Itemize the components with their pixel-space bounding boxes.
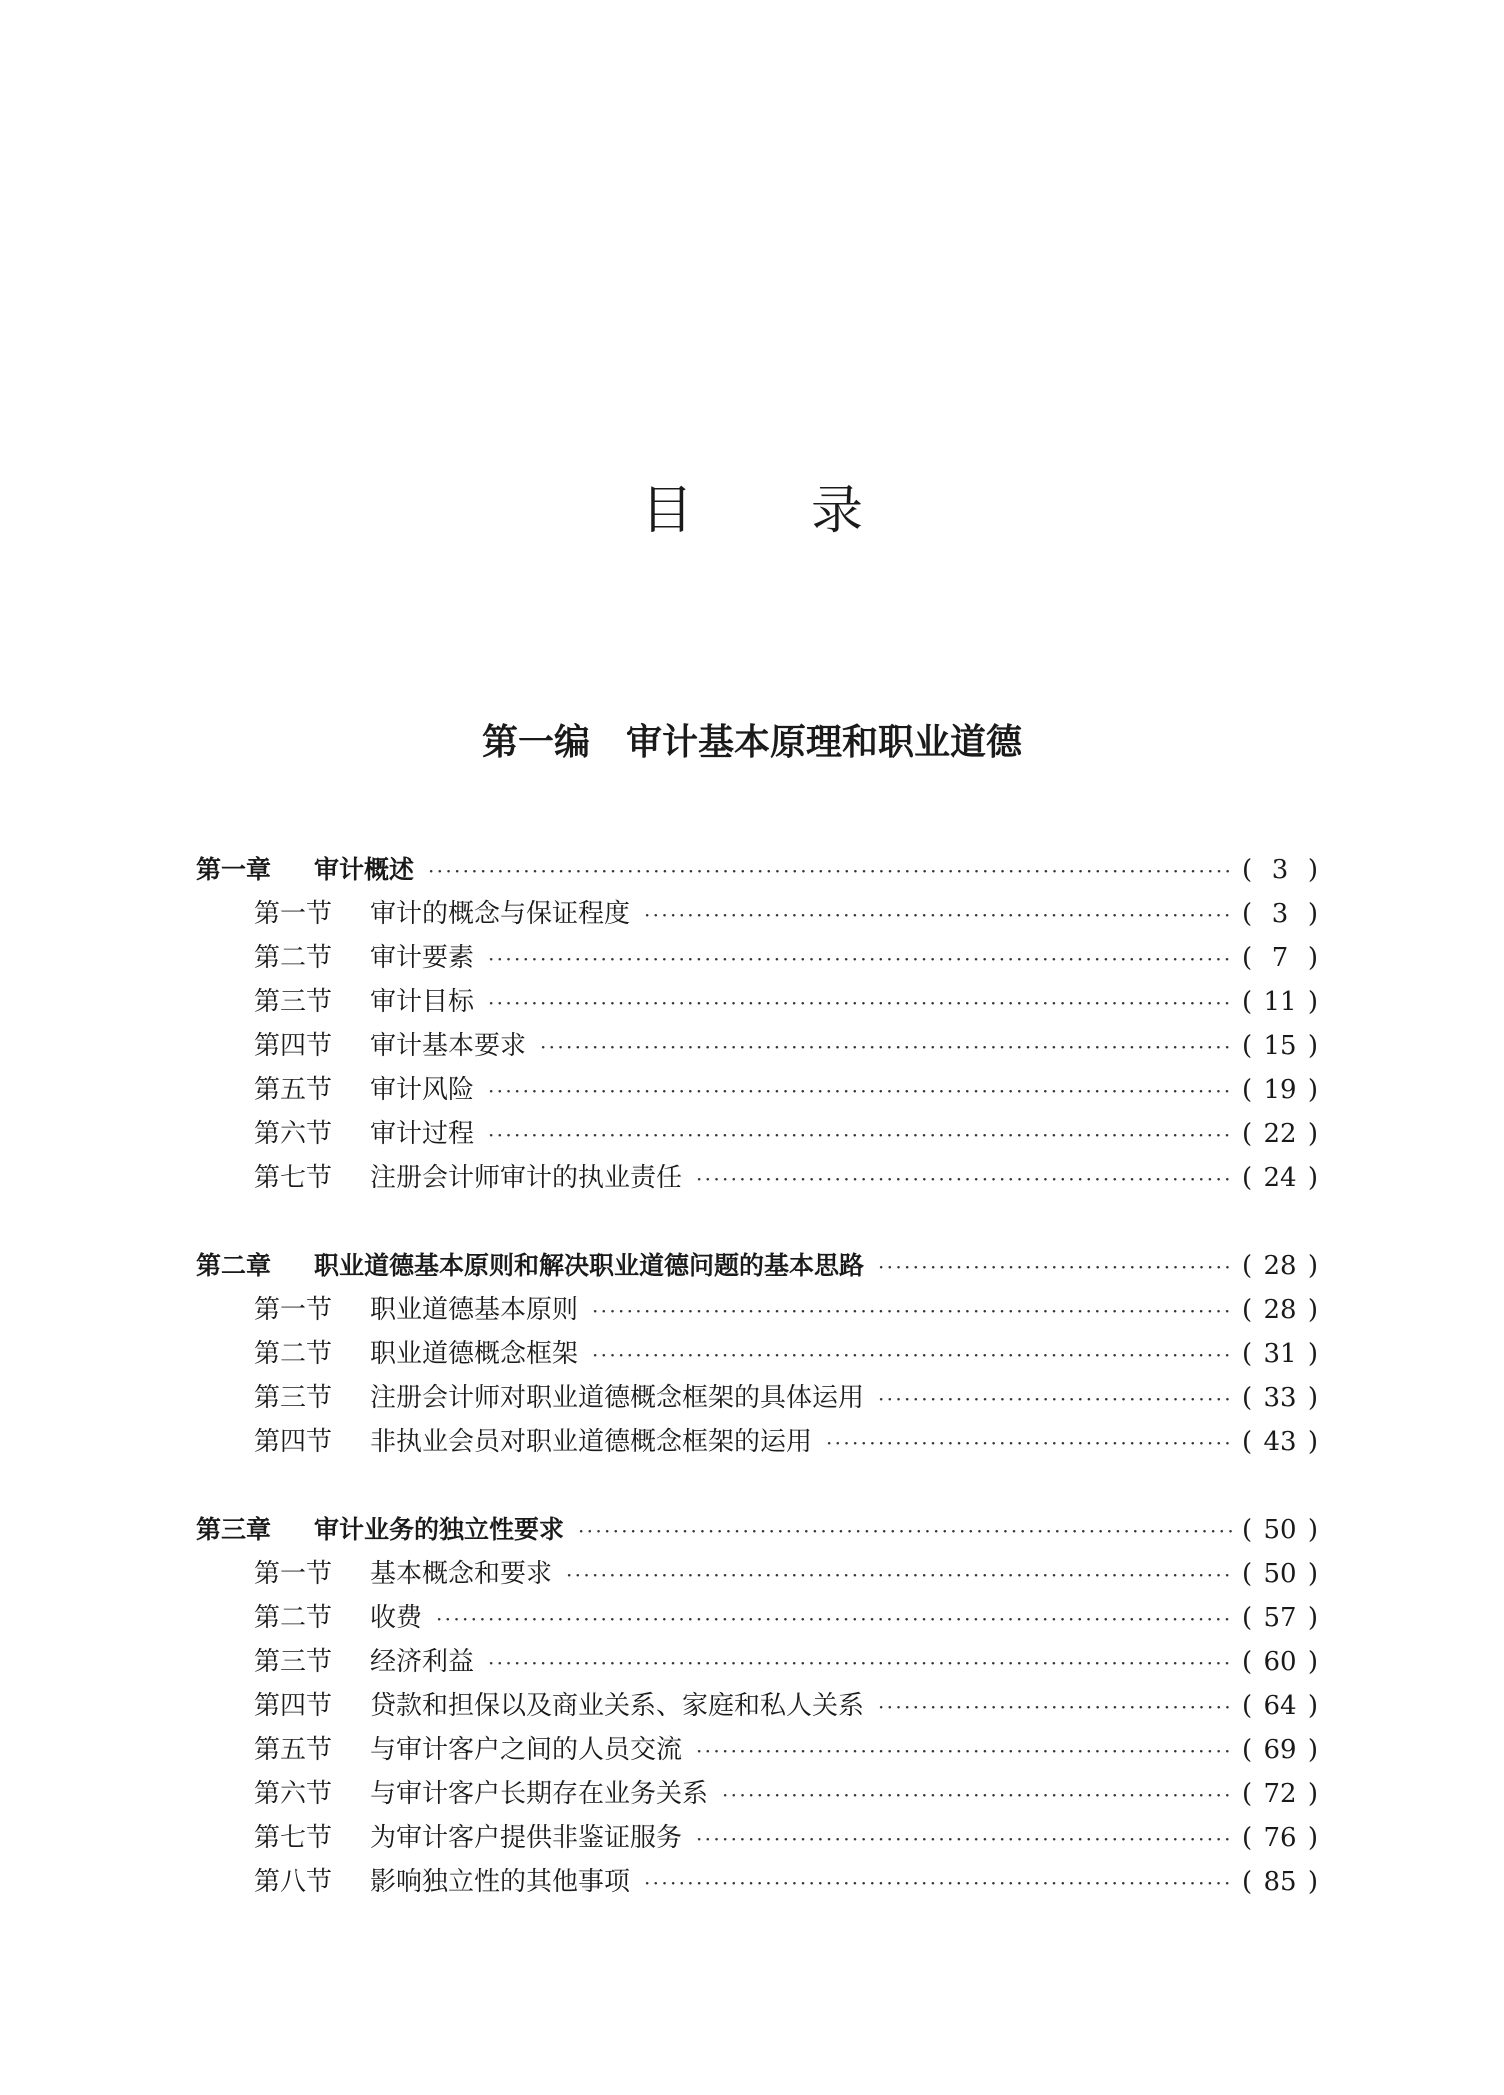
page-bracket-close: ) <box>1307 1295 1318 1325</box>
page-bracket-close: ) <box>1307 1427 1318 1457</box>
section-title: 审计基本要求 <box>370 1031 527 1061</box>
dot-leader <box>644 1861 1232 1905</box>
page-reference <box>1232 1816 1318 1860</box>
section-entry[interactable] <box>196 1772 1318 1816</box>
page-number: 31 <box>1263 1339 1297 1369</box>
page-reference <box>1232 1288 1318 1332</box>
page-bracket-close: ) <box>1307 1119 1318 1149</box>
section-title: 审计要素 <box>370 943 475 973</box>
part-name: 审计基本原理和职业道德 <box>626 720 1023 763</box>
page-bracket-open: ( <box>1242 1339 1253 1369</box>
page-bracket-open: ( <box>1242 1647 1253 1677</box>
page-reference <box>1232 936 1318 980</box>
dot-leader <box>436 1597 1232 1641</box>
section-title: 注册会计师审计的执业责任 <box>370 1163 683 1193</box>
page-bracket-close: ) <box>1307 1339 1318 1369</box>
page-bracket-open: ( <box>1242 1383 1253 1413</box>
section-entry[interactable] <box>196 1068 1318 1112</box>
page-bracket-open: ( <box>1242 943 1253 973</box>
page-reference <box>1232 1068 1318 1112</box>
section-entry[interactable] <box>196 1684 1318 1728</box>
dot-leader <box>696 1817 1232 1861</box>
page-bracket-open: ( <box>1242 1823 1253 1853</box>
section-number: 第五节 <box>254 1735 333 1765</box>
dot-leader <box>696 1157 1232 1201</box>
section-number: 第一节 <box>254 1559 333 1589</box>
page-bracket-open: ( <box>1242 899 1253 929</box>
page-bracket-open: ( <box>1242 1163 1253 1193</box>
page-bracket-close: ) <box>1307 1075 1318 1105</box>
section-entry[interactable] <box>196 1112 1318 1156</box>
page-bracket-close: ) <box>1307 1735 1318 1765</box>
chapter-block <box>196 1508 1318 1904</box>
page-number: 7 <box>1271 943 1289 973</box>
section-title: 影响独立性的其他事项 <box>370 1867 631 1897</box>
section-number: 第一节 <box>254 1295 333 1325</box>
section-entry[interactable] <box>196 892 1318 936</box>
section-entry[interactable] <box>196 1332 1318 1376</box>
section-entry[interactable] <box>196 1156 1318 1200</box>
section-number: 第二节 <box>254 1603 333 1633</box>
section-number: 第三节 <box>254 1383 333 1413</box>
chapter-entry[interactable] <box>196 848 1318 892</box>
section-title: 职业道德基本原则 <box>370 1295 579 1325</box>
page-number: 76 <box>1263 1823 1297 1853</box>
page-bracket-open: ( <box>1242 1735 1253 1765</box>
page-reference <box>1232 1728 1318 1772</box>
page-bracket-open: ( <box>1242 855 1253 885</box>
dot-leader <box>540 1025 1232 1069</box>
page-reference <box>1232 1024 1318 1068</box>
section-title: 审计风险 <box>370 1075 475 1105</box>
part-title <box>0 720 1504 764</box>
section-entry[interactable] <box>196 1596 1318 1640</box>
section-entry[interactable] <box>196 1816 1318 1860</box>
page-bracket-close: ) <box>1307 1779 1318 1809</box>
page-number: 11 <box>1263 987 1297 1017</box>
page-reference <box>1232 1508 1318 1552</box>
page-number: 3 <box>1271 855 1289 885</box>
section-title: 为审计客户提供非鉴证服务 <box>370 1823 683 1853</box>
page-bracket-close: ) <box>1307 1691 1318 1721</box>
page-number: 33 <box>1263 1383 1297 1413</box>
page-number: 72 <box>1263 1779 1297 1809</box>
page-bracket-close: ) <box>1307 1823 1318 1853</box>
chapter-title: 职业道德基本原则和解决职业道德问题的基本思路 <box>314 1251 865 1280</box>
section-entry[interactable] <box>196 1640 1318 1684</box>
page-reference <box>1232 848 1318 892</box>
section-entry[interactable] <box>196 1376 1318 1420</box>
chapter-entry[interactable] <box>196 1244 1318 1288</box>
dot-leader <box>592 1289 1232 1333</box>
dot-leader <box>592 1333 1232 1377</box>
section-number: 第二节 <box>254 943 333 973</box>
page-reference <box>1232 1596 1318 1640</box>
section-number: 第二节 <box>254 1339 333 1369</box>
page-number: 57 <box>1263 1603 1297 1633</box>
page-reference <box>1232 1552 1318 1596</box>
page-number: 15 <box>1263 1031 1297 1061</box>
dot-leader <box>878 1685 1232 1729</box>
page-bracket-close: ) <box>1307 1647 1318 1677</box>
page-bracket-open: ( <box>1242 1867 1253 1897</box>
section-title: 与审计客户之间的人员交流 <box>370 1735 683 1765</box>
dot-leader <box>578 1509 1232 1553</box>
section-number: 第四节 <box>254 1691 333 1721</box>
page-reference <box>1232 892 1318 936</box>
page-bracket-close: ) <box>1307 1031 1318 1061</box>
section-entry[interactable] <box>196 936 1318 980</box>
section-number: 第五节 <box>254 1075 333 1105</box>
chapter-title: 审计概述 <box>314 855 415 884</box>
page-number: 3 <box>1271 899 1289 929</box>
chapter-block <box>196 848 1318 1200</box>
dot-leader <box>722 1773 1232 1817</box>
page-number: 60 <box>1263 1647 1297 1677</box>
page-bracket-close: ) <box>1307 899 1318 929</box>
dot-leader <box>878 1245 1232 1289</box>
page-bracket-close: ) <box>1307 1163 1318 1193</box>
section-number: 第三节 <box>254 1647 333 1677</box>
section-number: 第七节 <box>254 1163 333 1193</box>
page-bracket-open: ( <box>1242 1295 1253 1325</box>
page-title <box>0 480 1504 542</box>
page-number: 22 <box>1263 1119 1297 1149</box>
section-title: 审计过程 <box>370 1119 475 1149</box>
section-title: 贷款和担保以及商业关系、家庭和私人关系 <box>370 1691 865 1721</box>
dot-leader <box>488 1069 1232 1113</box>
page-bracket-close: ) <box>1307 943 1318 973</box>
chapter-number: 第一章 <box>196 855 272 884</box>
page-bracket-open: ( <box>1242 1251 1253 1281</box>
section-title: 职业道德概念框架 <box>370 1339 579 1369</box>
page-reference <box>1232 1772 1318 1816</box>
page-reference <box>1232 1860 1318 1904</box>
dot-leader <box>644 893 1232 937</box>
page-number: 24 <box>1263 1163 1297 1193</box>
section-title: 注册会计师对职业道德概念框架的具体运用 <box>370 1383 865 1413</box>
page-number: 28 <box>1263 1295 1297 1325</box>
page-number: 50 <box>1263 1559 1297 1589</box>
page-bracket-open: ( <box>1242 1075 1253 1105</box>
table-of-contents <box>196 848 1318 1904</box>
section-number: 第六节 <box>254 1779 333 1809</box>
page-bracket-open: ( <box>1242 1779 1253 1809</box>
page-bracket-close: ) <box>1307 1867 1318 1897</box>
page-bracket-close: ) <box>1307 987 1318 1017</box>
page-reference <box>1232 1156 1318 1200</box>
page-bracket-close: ) <box>1307 1559 1318 1589</box>
section-entry[interactable] <box>196 1860 1318 1904</box>
section-title: 经济利益 <box>370 1647 475 1677</box>
page-number: 28 <box>1263 1251 1297 1281</box>
chapter-entry[interactable] <box>196 1508 1318 1552</box>
page-reference <box>1232 1420 1318 1464</box>
page-bracket-close: ) <box>1307 1603 1318 1633</box>
page-bracket-close: ) <box>1307 855 1318 885</box>
section-title: 收费 <box>370 1603 423 1633</box>
page-bracket-close: ) <box>1307 1251 1318 1281</box>
section-entry[interactable] <box>196 1288 1318 1332</box>
dot-leader <box>488 981 1232 1025</box>
page-bracket-open: ( <box>1242 1603 1253 1633</box>
section-entry[interactable] <box>196 1024 1318 1068</box>
section-number: 第四节 <box>254 1031 333 1061</box>
page-reference <box>1232 1112 1318 1156</box>
page-number: 19 <box>1263 1075 1297 1105</box>
section-number: 第三节 <box>254 987 333 1017</box>
section-title: 基本概念和要求 <box>370 1559 553 1589</box>
dot-leader <box>566 1553 1232 1597</box>
section-title: 审计的概念与保证程度 <box>370 899 631 929</box>
section-title: 非执业会员对职业道德概念框架的运用 <box>370 1427 813 1457</box>
section-number: 第一节 <box>254 899 333 929</box>
section-number: 第六节 <box>254 1119 333 1149</box>
page-bracket-close: ) <box>1307 1383 1318 1413</box>
page-number: 43 <box>1263 1427 1297 1457</box>
dot-leader <box>696 1729 1232 1773</box>
page-reference <box>1232 1332 1318 1376</box>
section-title: 与审计客户长期存在业务关系 <box>370 1779 709 1809</box>
chapter-number: 第三章 <box>196 1515 272 1544</box>
section-number: 第八节 <box>254 1867 333 1897</box>
dot-leader <box>488 1641 1232 1685</box>
section-entry[interactable] <box>196 1420 1318 1464</box>
part-number: 第一编 <box>481 720 590 763</box>
page-bracket-open: ( <box>1242 1119 1253 1149</box>
page-bracket-open: ( <box>1242 1559 1253 1589</box>
section-number: 第七节 <box>254 1823 333 1853</box>
dot-leader <box>428 849 1232 893</box>
page-bracket-open: ( <box>1242 1515 1253 1545</box>
page-reference <box>1232 1244 1318 1288</box>
page-reference <box>1232 1684 1318 1728</box>
dot-leader <box>488 937 1232 981</box>
page-bracket-open: ( <box>1242 1427 1253 1457</box>
page-number: 50 <box>1263 1515 1297 1545</box>
page-bracket-close: ) <box>1307 1515 1318 1545</box>
section-title: 审计目标 <box>370 987 475 1017</box>
dot-leader <box>826 1421 1232 1465</box>
chapter-block <box>196 1244 1318 1464</box>
dot-leader <box>488 1113 1232 1157</box>
page-bracket-open: ( <box>1242 987 1253 1017</box>
section-entry[interactable] <box>196 1552 1318 1596</box>
section-entry[interactable] <box>196 1728 1318 1772</box>
section-entry[interactable] <box>196 980 1318 1024</box>
dot-leader <box>878 1377 1232 1421</box>
page-reference <box>1232 1640 1318 1684</box>
page-number: 85 <box>1263 1867 1297 1897</box>
page-reference <box>1232 980 1318 1024</box>
chapter-number: 第二章 <box>196 1251 272 1280</box>
page-reference <box>1232 1376 1318 1420</box>
page-title-char-2: 录 <box>811 480 864 541</box>
page-title-char-1: 目 <box>640 480 693 541</box>
page-bracket-open: ( <box>1242 1691 1253 1721</box>
chapter-title: 审计业务的独立性要求 <box>314 1515 565 1544</box>
page-number: 69 <box>1263 1735 1297 1765</box>
section-number: 第四节 <box>254 1427 333 1457</box>
page-bracket-open: ( <box>1242 1031 1253 1061</box>
page-number: 64 <box>1263 1691 1297 1721</box>
